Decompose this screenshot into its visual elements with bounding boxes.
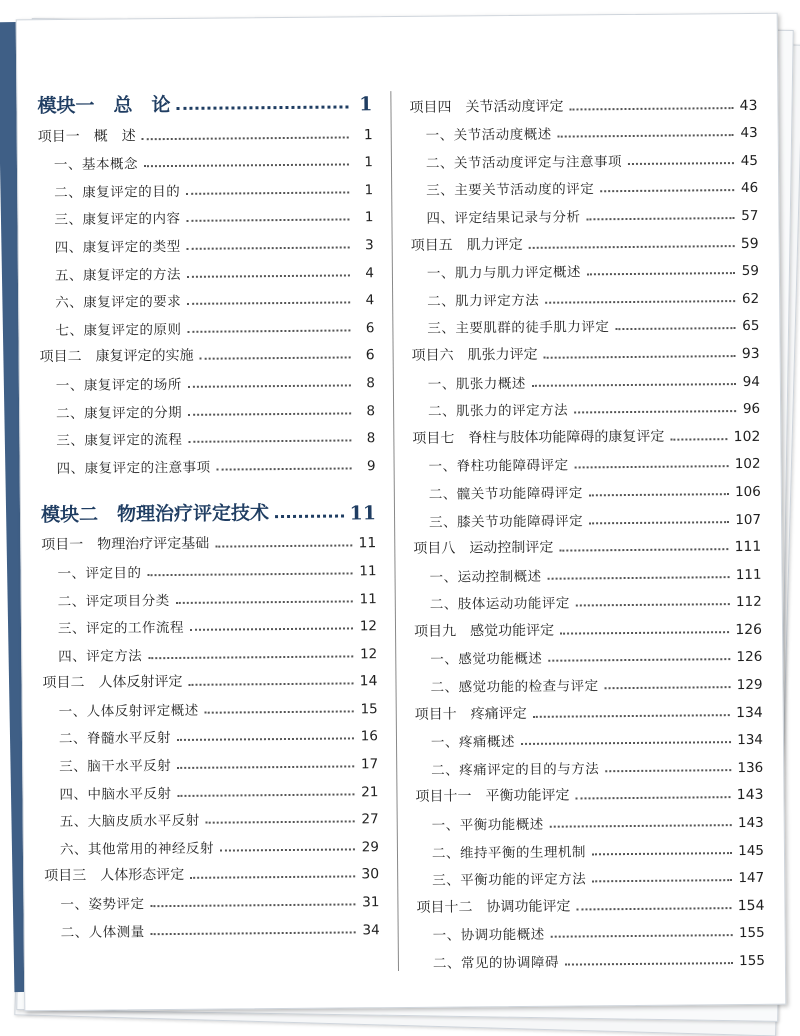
toc-item-row[interactable]	[414, 638, 762, 669]
page-number: 21	[361, 783, 379, 801]
toc-item-title: 一、感觉功能概述	[430, 651, 543, 669]
toc-item-title: 一、平衡功能概述	[431, 816, 544, 834]
toc-item-title: 四、中脑水平反射	[59, 785, 172, 803]
toc-item-row[interactable]	[38, 198, 373, 229]
page-number: 8	[366, 375, 375, 392]
dot-leader	[576, 797, 731, 800]
dot-leader	[177, 738, 354, 742]
toc-project-title: 项目三 人体形态评定	[44, 867, 185, 885]
page-number: 45	[740, 152, 759, 169]
toc-item-title: 一、姿势评定	[60, 896, 145, 914]
page-number: 111	[735, 566, 762, 583]
page-number: 102	[734, 456, 761, 473]
page-number: 4	[365, 292, 375, 309]
toc-project-title: 项目一 概 述	[37, 127, 136, 145]
toc-project-title: 项目六 肌张力评定	[411, 346, 538, 364]
toc-item-title: 三、脑干水平反射	[59, 758, 172, 776]
page-number: 8	[366, 430, 376, 447]
dot-leader	[589, 521, 729, 524]
toc-project-row[interactable]	[44, 855, 379, 886]
toc-item-title: 二、人体测量	[60, 923, 145, 941]
page-number: 145	[738, 842, 765, 859]
toc-item-row[interactable]	[39, 253, 374, 284]
page-number: 134	[735, 704, 763, 721]
toc-item-title: 二、维持平衡的生理机制	[431, 844, 587, 862]
toc-project-row[interactable]	[39, 336, 374, 367]
page-number: 59	[741, 263, 759, 280]
toc-project-row[interactable]	[413, 527, 761, 558]
toc-project-title: 项目七 脊柱与肢体功能障碍的康复评定	[412, 428, 665, 447]
toc-item-row[interactable]	[38, 170, 373, 201]
page-number: 143	[736, 787, 764, 804]
dot-leader	[275, 514, 344, 518]
page-number: 134	[737, 732, 764, 749]
dot-leader	[529, 245, 735, 249]
dot-leader	[144, 164, 349, 168]
page-number: 155	[739, 952, 766, 970]
dot-leader	[586, 217, 734, 220]
toc-item-row[interactable]	[410, 141, 758, 172]
page-number: 1	[364, 182, 374, 199]
dot-leader	[628, 162, 734, 165]
toc-item-title: 一、协调功能概述	[432, 927, 545, 945]
toc-item-title: 五、大脑皮质水平反射	[59, 813, 200, 831]
dot-leader	[190, 628, 353, 631]
toc-item-row[interactable]	[416, 803, 764, 834]
page-number: 27	[361, 811, 379, 828]
page-number: 15	[360, 701, 378, 718]
toc-item-row[interactable]	[413, 555, 761, 586]
toc-item-row[interactable]	[44, 827, 379, 858]
page-number: 102	[733, 428, 761, 445]
dot-leader	[188, 683, 353, 686]
toc-item-row[interactable]	[38, 143, 373, 174]
dot-leader	[186, 219, 349, 222]
page-number: 12	[359, 618, 378, 635]
toc-item-title: 三、平衡功能的评定方法	[432, 871, 587, 889]
toc-project-title: 项目九 感觉功能评定	[413, 622, 555, 640]
toc-item-row[interactable]	[415, 721, 763, 752]
toc-item-row[interactable]	[43, 772, 378, 803]
toc-item-title: 二、疼痛评定的目的与方法	[431, 761, 600, 779]
toc-item-title: 一、肌张力概述	[427, 375, 526, 393]
toc-item-title: 四、评定结果记录与分析	[426, 209, 581, 227]
toc-item-title: 一、肌力与肌力评定概述	[426, 264, 581, 282]
dot-leader	[576, 907, 731, 910]
dot-leader	[545, 300, 735, 304]
toc-item-title: 二、肌力评定方法	[427, 292, 540, 310]
dot-leader	[592, 879, 732, 882]
dot-leader	[589, 493, 729, 496]
page-number: 11	[359, 590, 377, 607]
page-number: 11	[358, 535, 377, 552]
toc-project-row[interactable]	[411, 334, 759, 365]
toc-item-row[interactable]	[43, 689, 378, 720]
toc-item-row[interactable]	[412, 445, 760, 476]
toc-project-row[interactable]	[415, 776, 763, 807]
toc-item-row[interactable]	[414, 583, 762, 614]
page-number: 62	[741, 290, 760, 307]
dot-leader	[550, 824, 732, 828]
dot-leader	[150, 903, 355, 907]
toc-item-title: 一、康复评定的场所	[55, 376, 182, 394]
page-number: 107	[735, 511, 762, 528]
toc-item-title: 二、感觉功能的检查与评定	[430, 678, 599, 696]
toc-project-row[interactable]	[38, 115, 373, 146]
dot-leader	[558, 134, 734, 138]
toc-project-title: 项目四 关节活动度评定	[409, 98, 564, 116]
dot-leader	[142, 136, 349, 140]
toc-project-row[interactable]	[412, 417, 760, 448]
dot-leader	[151, 931, 356, 935]
page-number: 57	[741, 207, 759, 224]
toc-item-title: 二、肌张力的评定方法	[428, 402, 569, 420]
page-number: 4	[365, 264, 374, 281]
toc-item-row[interactable]	[410, 169, 758, 200]
page-number: 1	[364, 154, 374, 171]
page-number: 31	[362, 894, 380, 911]
dot-leader	[177, 793, 354, 797]
page-number: 29	[361, 839, 379, 856]
toc-item-title: 一、评定目的	[57, 565, 142, 582]
toc-item-title: 一、基本概念	[53, 156, 139, 174]
toc-project-title: 项目十 疼痛评定	[414, 705, 527, 723]
toc-item-row[interactable]	[411, 279, 759, 310]
dot-leader	[220, 848, 355, 851]
page-number: 46	[740, 180, 759, 197]
page-number: 8	[366, 402, 376, 419]
toc-project-row[interactable]	[42, 662, 377, 693]
toc-project-row[interactable]	[411, 224, 759, 255]
page-number: 96	[742, 400, 761, 418]
dot-leader	[176, 600, 353, 604]
page-number: 1	[359, 93, 373, 116]
toc-item-title: 二、髋关节功能障碍评定	[428, 485, 583, 503]
page-number: 43	[739, 97, 758, 114]
toc-item-row[interactable]	[413, 472, 761, 503]
column-divider	[390, 91, 399, 971]
toc-item-row[interactable]	[41, 552, 376, 583]
dot-leader	[187, 329, 350, 332]
toc-item-title: 二、肢体运动功能评定	[429, 595, 570, 614]
page-number: 93	[741, 345, 760, 362]
dot-leader	[148, 655, 353, 659]
dot-leader	[176, 105, 348, 110]
dot-leader	[217, 467, 352, 470]
toc-module-title: 模块一 总 论	[37, 93, 171, 118]
dot-leader	[188, 384, 351, 387]
toc-project-title: 项目二 康复评定的实施	[39, 348, 194, 366]
dot-leader	[670, 438, 727, 440]
dot-leader	[532, 383, 736, 387]
dot-leader	[521, 741, 731, 745]
page-number: 106	[734, 483, 761, 500]
page-number: 16	[360, 728, 379, 745]
toc-item-title: 一、人体反射评定概述	[58, 702, 199, 720]
dot-leader	[200, 357, 351, 360]
page-number: 12	[359, 645, 378, 663]
page-number: 136	[737, 759, 764, 776]
toc-project-row[interactable]	[41, 524, 376, 555]
dot-leader	[600, 189, 734, 192]
dot-leader	[533, 714, 730, 718]
toc-item-title: 三、主要肌群的徒手肌力评定	[427, 319, 610, 338]
toc-item-row[interactable]	[44, 800, 379, 831]
toc-item-row[interactable]	[43, 745, 378, 776]
dot-leader	[187, 246, 350, 249]
toc-item-row[interactable]	[411, 251, 759, 282]
page-number: 3	[365, 237, 374, 254]
toc-item-title: 四、评定方法	[58, 647, 143, 665]
toc-project-title: 项目十一 平衡功能评定	[415, 787, 570, 806]
toc-page	[16, 13, 787, 1012]
toc-item-row[interactable]	[42, 634, 377, 665]
toc-left-column	[37, 79, 379, 941]
toc-project-row[interactable]	[415, 693, 763, 724]
toc-item-title: 二、康复评定的目的	[54, 183, 181, 201]
dot-leader	[559, 548, 728, 551]
toc-item-row[interactable]	[40, 364, 375, 395]
page-number: 30	[361, 866, 380, 883]
toc-item-title: 一、关节活动度概述	[425, 126, 552, 144]
toc-item-title: 一、脊柱功能障碍评定	[428, 457, 569, 476]
toc-item-row[interactable]	[44, 883, 379, 914]
page-number: 14	[359, 673, 378, 690]
toc-item-title: 三、主要关节活动度的评定	[426, 181, 595, 200]
page-number: 1	[364, 209, 374, 226]
toc-item-row[interactable]	[410, 113, 758, 144]
page-number: 43	[740, 125, 758, 142]
toc-item-title: 五、康复评定的方法	[54, 266, 181, 284]
dot-leader	[188, 440, 351, 443]
toc-item-row[interactable]	[416, 858, 764, 889]
toc-module-title: 模块二 物理治疗评定技术	[40, 501, 270, 526]
toc-item-row[interactable]	[414, 665, 762, 696]
dot-leader	[605, 769, 731, 772]
page-number: 126	[735, 621, 763, 638]
toc-item-title: 四、康复评定的注意事项	[56, 459, 211, 477]
toc-item-title: 二、常见的协调障碍	[432, 954, 560, 972]
toc-item-row[interactable]	[410, 196, 758, 227]
page-number: 1	[363, 126, 373, 143]
dot-leader	[205, 710, 354, 713]
dot-leader	[565, 962, 733, 965]
page-number: 17	[360, 756, 379, 773]
page-number: 112	[735, 594, 762, 611]
toc-project-title: 项目十二 协调功能评定	[416, 898, 571, 916]
toc-item-row[interactable]	[44, 910, 379, 941]
dot-leader	[587, 272, 735, 275]
toc-item-row[interactable]	[417, 941, 765, 972]
toc-item-title: 三、评定的工作流程	[57, 619, 185, 638]
dot-leader	[188, 412, 351, 415]
dot-leader	[187, 274, 350, 277]
toc-item-row[interactable]	[411, 307, 759, 338]
dot-leader	[575, 465, 729, 468]
page-number: 155	[738, 925, 765, 942]
toc-item-title: 三、康复评定的流程	[56, 432, 183, 450]
page-number: 147	[738, 870, 765, 887]
dot-leader	[548, 576, 730, 580]
toc-item-title: 二、评定项目分类	[57, 592, 170, 610]
toc-project-row[interactable]	[409, 86, 757, 117]
page-number: 6	[365, 319, 375, 337]
toc-project-row[interactable]	[414, 610, 762, 641]
toc-item-title: 二、脊髓水平反射	[58, 730, 172, 748]
toc-module-row[interactable]	[41, 488, 376, 527]
toc-item-row[interactable]	[412, 362, 760, 393]
toc-item-title: 二、关节活动度评定与注意事项	[425, 153, 623, 172]
dot-leader	[190, 876, 355, 879]
toc-item-row[interactable]	[42, 579, 377, 610]
toc-project-title: 项目一 物理治疗评定基础	[41, 535, 210, 554]
toc-item-row[interactable]	[43, 717, 378, 748]
page-number: 9	[366, 457, 376, 475]
toc-item-title: 六、其他常用的神经反射	[59, 840, 214, 858]
toc-project-row[interactable]	[416, 886, 764, 917]
dot-leader	[551, 935, 733, 939]
dot-leader	[187, 302, 350, 305]
page-number: 129	[736, 676, 763, 694]
toc-item-row[interactable]	[416, 831, 764, 862]
toc-module-row[interactable]	[37, 79, 372, 118]
dot-leader	[592, 852, 732, 855]
dot-leader	[148, 572, 353, 576]
toc-project-title: 项目八 运动控制评定	[413, 539, 554, 557]
toc-project-title: 项目五 肌力评定	[410, 236, 523, 254]
page-number: 34	[362, 921, 380, 938]
toc-project-title: 项目二 人体反射评定	[42, 674, 183, 692]
toc-item-row[interactable]	[39, 226, 374, 257]
dot-leader	[544, 355, 736, 359]
page-number: 111	[734, 538, 762, 556]
toc-item-title: 一、疼痛概述	[430, 734, 516, 751]
page-number: 11	[359, 563, 377, 580]
toc-item-row[interactable]	[40, 419, 375, 450]
dot-leader	[206, 821, 355, 824]
toc-item-row[interactable]	[39, 281, 374, 312]
toc-item-row[interactable]	[417, 914, 765, 945]
toc-item-row[interactable]	[413, 500, 761, 531]
dot-leader	[186, 191, 349, 194]
toc-item-title: 四、康复评定的类型	[54, 238, 181, 256]
toc-item-title: 三、膝关节功能障碍评定	[429, 512, 584, 531]
toc-item-title: 六、康复评定的要求	[55, 294, 182, 312]
dot-leader	[560, 631, 729, 634]
toc-right-column	[409, 86, 765, 972]
toc-item-row[interactable]	[415, 748, 763, 779]
dot-leader	[569, 107, 733, 110]
page-number: 59	[740, 235, 759, 252]
page-number: 6	[365, 347, 375, 364]
toc-item-title: 七、康复评定的原则	[55, 321, 182, 339]
dot-leader	[574, 410, 736, 413]
page-number: 94	[742, 373, 760, 390]
page-number: 154	[737, 897, 765, 914]
dot-leader	[615, 327, 735, 330]
toc-item-title: 一、运动控制概述	[429, 568, 542, 586]
toc-item-row[interactable]	[40, 391, 375, 422]
dot-leader	[177, 765, 354, 769]
dot-leader	[605, 686, 731, 689]
toc-item-row[interactable]	[42, 607, 377, 638]
toc-item-title: 二、康复评定的分期	[56, 404, 183, 422]
page-number: 143	[737, 814, 764, 832]
page-number: 11	[349, 501, 377, 525]
page-number: 126	[736, 649, 763, 666]
toc-item-row[interactable]	[40, 446, 375, 477]
dot-leader	[548, 659, 730, 663]
dot-leader	[576, 603, 730, 606]
toc-item-row[interactable]	[412, 389, 760, 420]
page-number: 65	[742, 318, 760, 335]
toc-item-title: 三、康复评定的内容	[54, 211, 181, 229]
toc-item-row[interactable]	[39, 308, 374, 339]
dot-leader	[215, 545, 352, 548]
